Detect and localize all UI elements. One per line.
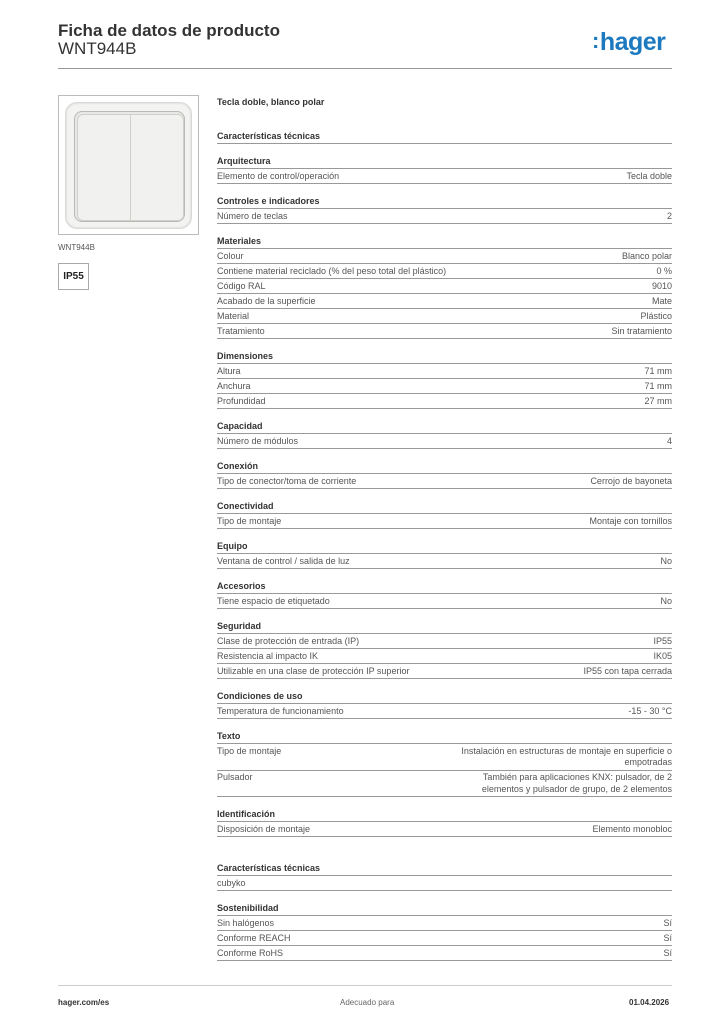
section-gap — [217, 224, 672, 234]
section-heading: Identificación — [217, 807, 672, 822]
section-heading: Seguridad — [217, 619, 672, 634]
section-gap — [217, 891, 672, 901]
section-gap — [217, 797, 672, 807]
spec-row — [217, 771, 672, 798]
spec-value: Sí — [663, 932, 672, 943]
section-gap — [217, 569, 672, 579]
section-gap — [217, 837, 672, 861]
spec-row — [217, 394, 672, 409]
section-heading: Materiales — [217, 234, 672, 249]
spec-row — [217, 664, 672, 679]
spec-label: Sin halógenos — [217, 917, 275, 928]
spec-value: -15 - 30 °C — [628, 705, 672, 716]
product-image — [58, 95, 199, 235]
section-heading: Conexión — [217, 459, 672, 474]
spec-row — [217, 169, 672, 184]
spec-row — [217, 294, 672, 309]
spec-row — [217, 822, 672, 837]
switch-plate — [74, 111, 185, 222]
spec-sections — [217, 129, 672, 961]
spec-value: 2 — [666, 210, 672, 221]
spec-value: No — [660, 555, 672, 566]
spec-row — [217, 931, 672, 946]
page-title: Ficha de datos de producto — [58, 21, 280, 40]
spec-value: Plástico — [640, 310, 672, 321]
spec-row — [217, 379, 672, 394]
spec-row — [217, 946, 672, 961]
spec-value: Sí — [663, 947, 672, 958]
spec-value: Elemento monobloc — [592, 823, 672, 834]
spec-row — [217, 594, 672, 609]
section-gap — [217, 679, 672, 689]
section-heading: Sostenibilidad — [217, 901, 672, 916]
left-rocker — [77, 114, 131, 221]
section-heading: Accesorios — [217, 579, 672, 594]
footer-divider — [58, 985, 672, 986]
logo-dots: : — [592, 28, 599, 53]
section-gap — [217, 719, 672, 729]
section-heading: Controles e indicadores — [217, 194, 672, 209]
hager-logo — [592, 28, 665, 57]
spec-row — [217, 434, 672, 449]
spec-row — [217, 916, 672, 931]
spec-label: Tipo de conector/toma de corriente — [217, 475, 357, 486]
spec-row — [217, 309, 672, 324]
footer-website: hager.com/es — [58, 998, 110, 1007]
section-gap — [217, 609, 672, 619]
spec-value: 71 mm — [644, 380, 672, 391]
spec-row — [217, 554, 672, 569]
section-gap — [217, 409, 672, 419]
spec-label: Código RAL — [217, 280, 266, 291]
spec-value: 27 mm — [644, 395, 672, 406]
section-gap — [217, 184, 672, 194]
spec-value: IP55 — [653, 635, 672, 646]
spec-value: Sí — [663, 917, 672, 928]
spec-row — [217, 474, 672, 489]
ip-badge: IP55 — [58, 263, 89, 290]
spec-label: Temperatura de funcionamiento — [217, 705, 344, 716]
spec-label: Disposición de montaje — [217, 823, 311, 834]
spec-label: Anchura — [217, 380, 251, 391]
spec-label: Número de módulos — [217, 435, 299, 446]
spec-row — [217, 876, 672, 891]
spec-value: Mate — [651, 295, 672, 306]
spec-label: Colour — [217, 250, 244, 261]
spec-label: Altura — [217, 365, 241, 376]
spec-content — [217, 96, 672, 961]
section-gap — [217, 144, 672, 154]
product-code: WNT944B — [58, 39, 137, 58]
section-heading: Condiciones de uso — [217, 689, 672, 704]
spec-label: Material — [217, 310, 250, 321]
section-gap — [217, 339, 672, 349]
spec-row — [217, 514, 672, 529]
logo-text: hager — [599, 28, 666, 56]
spec-label: Acabado de la superficie — [217, 295, 316, 306]
spec-row — [217, 744, 672, 771]
spec-value: Sin tratamiento — [611, 325, 672, 336]
section-heading: Capacidad — [217, 419, 672, 434]
spec-value: Tecla doble — [626, 170, 672, 181]
spec-row — [217, 209, 672, 224]
spec-value: IK05 — [653, 650, 672, 661]
spec-value: Cerrojo de bayoneta — [590, 475, 672, 486]
product-subtitle: Tecla doble, blanco polar — [217, 97, 325, 107]
image-caption: WNT944B — [58, 243, 95, 252]
section-heading: Conectividad — [217, 499, 672, 514]
spec-value: IP55 con tapa cerrada — [583, 665, 672, 676]
right-rocker — [130, 114, 184, 221]
section-heading: Arquitectura — [217, 154, 672, 169]
spec-label: Elemento de control/operación — [217, 170, 340, 181]
spec-value: También para aplicaciones KNX: pulsador, de 2 elementos y pulsador de grupo, de 2 elementos — [481, 772, 672, 794]
spec-label: Tratamiento — [217, 325, 265, 336]
spec-row — [217, 324, 672, 339]
spec-value: 0 % — [656, 265, 672, 276]
spec-label: Tipo de montaje — [217, 515, 282, 526]
section-heading: Dimensiones — [217, 349, 672, 364]
footer-suitable: Adecuado para — [340, 998, 395, 1007]
spec-label: Contiene material reciclado (% del peso total del plástico) — [217, 265, 447, 276]
spec-label: Clase de protección de entrada (IP) — [217, 635, 360, 646]
spec-value: No — [660, 595, 672, 606]
spec-value: 9010 — [651, 280, 672, 291]
spec-label: Ventana de control / salida de luz — [217, 555, 350, 566]
spec-label: Conforme REACH — [217, 932, 291, 943]
spec-label: Conforme RoHS — [217, 947, 284, 958]
spec-label: Utilizable en una clase de protección IP superior — [217, 665, 410, 676]
header-divider — [58, 68, 672, 69]
section-heading: Características técnicas — [217, 129, 672, 144]
spec-value: Blanco polar — [621, 250, 672, 261]
spec-row — [217, 279, 672, 294]
section-gap — [217, 529, 672, 539]
spec-value: 4 — [666, 435, 672, 446]
section-gap — [217, 489, 672, 499]
switch-frame — [65, 102, 192, 229]
spec-label: Pulsador — [217, 772, 253, 782]
spec-label: Tipo de montaje — [217, 745, 282, 756]
spec-row — [217, 264, 672, 279]
section-heading: Características técnicas — [217, 861, 672, 876]
spec-label: Tiene espacio de etiquetado — [217, 595, 330, 606]
section-heading: Equipo — [217, 539, 672, 554]
spec-row — [217, 634, 672, 649]
spec-row — [217, 249, 672, 264]
spec-row — [217, 704, 672, 719]
footer-date: 01.04.2026 — [629, 998, 670, 1007]
spec-row — [217, 364, 672, 379]
spec-label: Resistencia al impacto IK — [217, 650, 319, 661]
spec-label: cubyko — [217, 877, 246, 888]
spec-value: Instalación en estructuras de montaje en superficie o empotradas — [461, 745, 672, 767]
spec-value: 71 mm — [644, 365, 672, 376]
spec-label: Número de teclas — [217, 210, 288, 221]
spec-value: Montaje con tornillos — [589, 515, 672, 526]
section-heading: Texto — [217, 729, 672, 744]
spec-row — [217, 649, 672, 664]
spec-label: Profundidad — [217, 395, 266, 406]
section-gap — [217, 449, 672, 459]
